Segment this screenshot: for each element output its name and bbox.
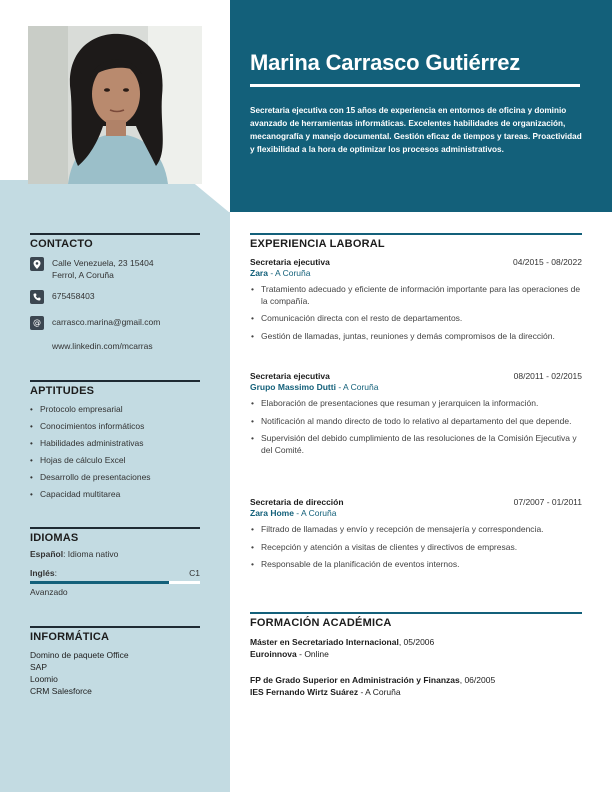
computing-item: Loomio [30, 673, 58, 684]
skills-list [30, 401, 200, 503]
job-bullet: • Responsable de la planificación de eventos internos. [250, 559, 582, 571]
job-title: Secretaria ejecutiva [250, 257, 330, 267]
section-rule [30, 527, 200, 529]
education-date: , 06/2005 [459, 675, 496, 685]
linkedin-url[interactable]: www.linkedin.com/mcarras [52, 341, 153, 351]
skill-item: • Protocolo empresarial [30, 401, 200, 418]
education-degree: FP de Grado Superior en Administración y Finanzas [250, 675, 460, 685]
contact-linkedin [52, 340, 153, 352]
address-line-1: Calle Venezuela, 23 15404 [52, 258, 154, 268]
skill-item: • Desarrollo de presentaciones [30, 469, 200, 486]
job-title: Secretaria de dirección [250, 497, 344, 507]
language-second-level: C1 [189, 567, 200, 578]
name-underline [250, 84, 580, 87]
job-company: Zara [250, 268, 268, 278]
phone-icon [30, 290, 44, 304]
education-place: - A Coruña [358, 687, 401, 697]
job-bullet: • Tratamiento adecuado y eficiente de información importante para las operaciones de la compañía. [250, 284, 582, 307]
skill-item: • Capacidad multitarea [30, 486, 200, 503]
job-bullet: • Gestión de llamadas, juntas, reuniones y demás compromisos de la dirección. [250, 331, 582, 343]
job-bullet: • Notificación al mando directo de todo lo relativo al departamento del que depende. [250, 416, 582, 428]
job-company: Grupo Massimo Dutti [250, 382, 336, 392]
job-dates: 04/2015 - 08/2022 [512, 257, 582, 267]
skill-item: • Habilidades administrativas [30, 435, 200, 452]
job-company: Zara Home [250, 508, 294, 518]
job-entry [250, 257, 582, 348]
language-level-bar [30, 581, 200, 584]
education-date: , 05/2006 [398, 637, 435, 647]
education-school: IES Fernando Wirtz Suárez [250, 687, 359, 697]
phone-number[interactable]: 675458403 [52, 291, 95, 301]
computing-item: Domino de paquete Office [30, 649, 129, 660]
profile-summary: Secretaria ejecutiva con 15 años de experiencia en entornos de oficina y dominio avanzado de herramientas informáticas. Excelentes habilidades de organización, mecanografía y manejo documental. Gestión eficaz de tiempos y tareas. Proactividad y flexibilidad a la hora de optimizar los procesos administrativos. [250, 106, 582, 154]
address-line-2: Ferrol, A Coruña [52, 270, 114, 280]
job-entry [250, 371, 582, 462]
job-city: - A Coruña [293, 508, 337, 518]
education-entry [250, 674, 582, 698]
language-second-name: Inglés [30, 567, 55, 578]
job-bullet: • Elaboración de presentaciones que resuman y jerarquicen la información. [250, 398, 582, 410]
job-entry [250, 497, 582, 577]
profile-photo [28, 26, 202, 184]
skill-item: • Hojas de cálculo Excel [30, 452, 200, 469]
skills-section [30, 380, 200, 503]
email-address[interactable]: carrasco.marina@gmail.com [52, 317, 161, 327]
computing-section [30, 626, 200, 697]
contact-phone [30, 290, 95, 304]
education-place: - Online [296, 649, 329, 659]
section-rule [30, 233, 200, 235]
contact-title: CONTACTO [30, 237, 93, 250]
sidebar-corner-shape [0, 180, 230, 213]
job-dates: 07/2007 - 01/2011 [513, 497, 582, 507]
job-bullet: • Filtrado de llamadas y envío y recepción de mensajería y correspondencia. [250, 524, 582, 536]
job-city: - A Coruña [267, 268, 311, 278]
education-section [250, 612, 582, 712]
languages-section [30, 527, 200, 597]
languages-title: IDIOMAS [30, 531, 79, 544]
job-bullet: • Recepción y atención a visitas de clientes y directivos de empresas. [250, 542, 582, 554]
skills-title: APTITUDES [30, 384, 95, 397]
education-title: FORMACIÓN ACADÉMICA [250, 616, 392, 629]
language-native-level: : Idioma nativo [63, 548, 119, 559]
location-pin-icon [30, 257, 44, 271]
job-bullet: • Supervisión del debido cumplimiento de las resoluciones de la Comisión Ejecutiva y del Comité. [250, 433, 582, 456]
language-level-fill [30, 581, 169, 584]
candidate-name: Marina Carrasco Gutiérrez [250, 50, 521, 75]
experience-section [250, 233, 582, 603]
job-dates: 08/2011 - 02/2015 [513, 371, 582, 381]
at-sign-icon: @ [30, 316, 44, 330]
contact-address [30, 257, 154, 281]
language-native-name: Español [30, 548, 64, 559]
computing-item: SAP [30, 661, 48, 672]
section-rule [30, 380, 200, 382]
contact-email [30, 316, 160, 330]
job-bullet: • Comunicación directa con el resto de departamentos. [250, 313, 582, 325]
job-city: - A Coruña [335, 382, 379, 392]
language-second-colon: : [54, 567, 57, 578]
language-native [30, 549, 200, 559]
section-rule [250, 612, 582, 614]
computing-item: CRM Salesforce [30, 685, 92, 696]
education-degree: Máster en Secretariado Internacional [250, 637, 399, 647]
education-school: Euroinnova [250, 649, 297, 659]
contact-section [30, 233, 200, 358]
computing-list [30, 649, 200, 697]
section-rule [250, 233, 582, 235]
skill-item: • Conocimientos informáticos [30, 418, 200, 435]
language-second [30, 568, 200, 578]
section-rule [30, 626, 200, 628]
experience-title: EXPERIENCIA LABORAL [250, 237, 385, 250]
education-entry [250, 636, 582, 660]
job-title: Secretaria ejecutiva [250, 371, 330, 381]
computing-title: INFORMÁTICA [30, 630, 110, 643]
language-second-description: Avanzado [30, 586, 68, 597]
